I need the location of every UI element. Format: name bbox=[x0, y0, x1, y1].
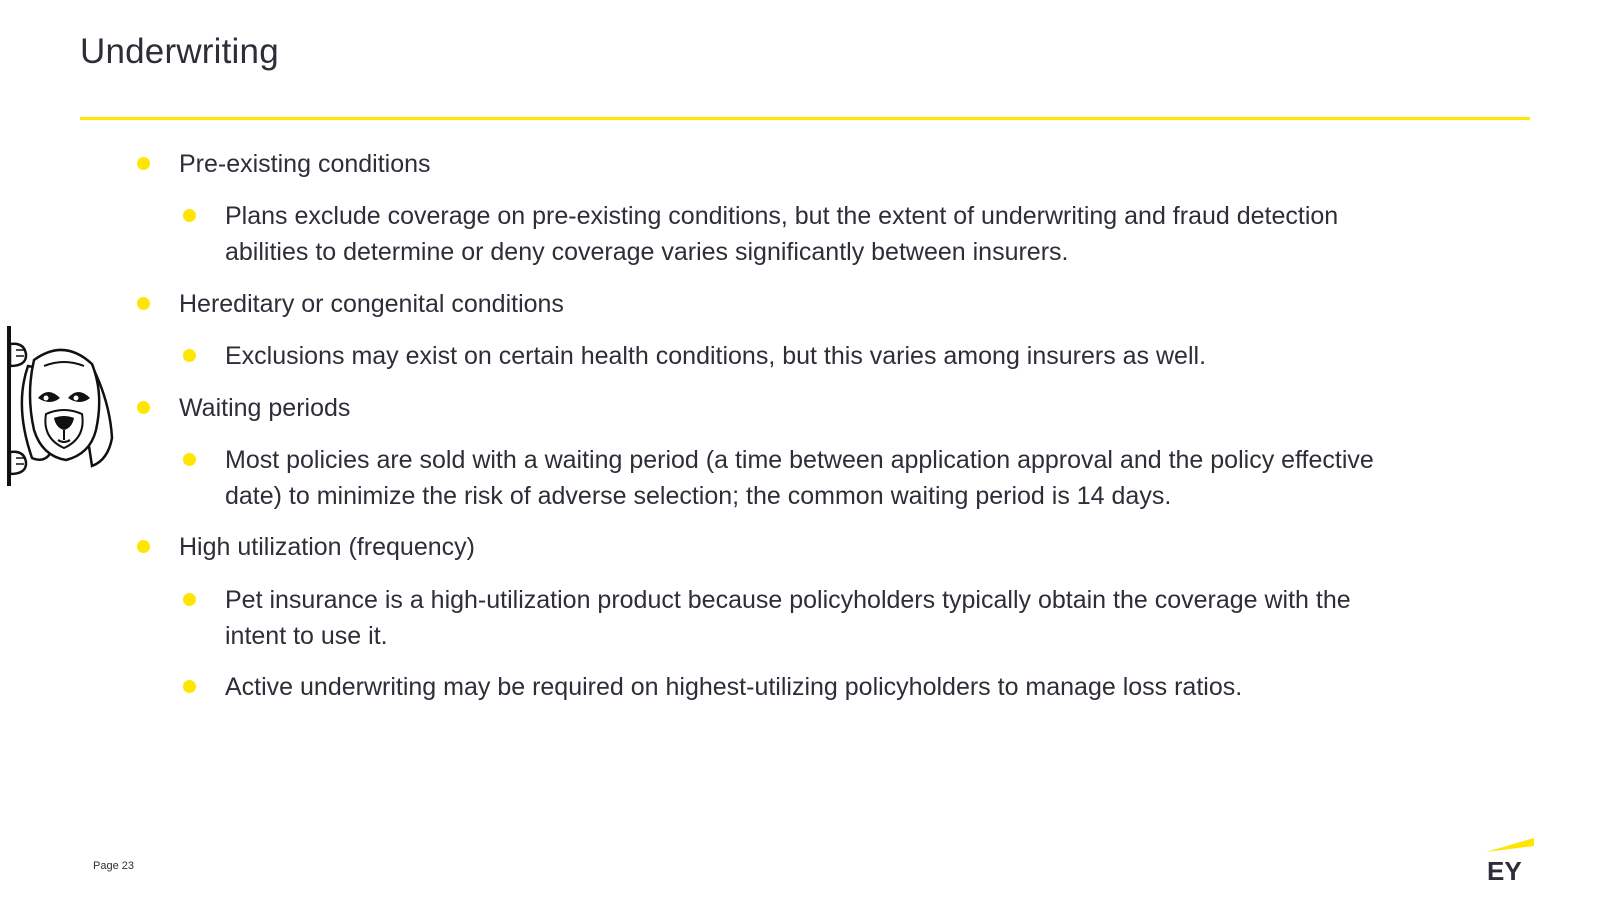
bullet-dot bbox=[137, 157, 150, 170]
bullet-text: Exclusions may exist on certain health conditions, but this varies among insurers as well. bbox=[225, 342, 1207, 370]
list-item bbox=[225, 198, 1338, 270]
bullet-text: Most policies are sold with a waiting period (a time between application approval and the policy effective bbox=[225, 446, 1374, 474]
list-item bbox=[179, 390, 350, 426]
bullet-dot bbox=[137, 297, 150, 310]
bullet-text: Hereditary or congenital conditions bbox=[179, 290, 564, 318]
bullet-dot bbox=[137, 401, 150, 414]
bullet-text: Waiting periods bbox=[179, 394, 351, 422]
list-item bbox=[179, 529, 475, 565]
bullet-text: date) to minimize the risk of adverse selection; the common waiting period is 14 days. bbox=[225, 482, 1172, 510]
bullet-text: intent to use it. bbox=[225, 622, 388, 650]
list-item bbox=[225, 582, 1351, 654]
bullet-dot bbox=[183, 209, 196, 222]
bullet-text: Plans exclude coverage on pre-existing conditions, but the extent of underwriting and fraud detection bbox=[225, 202, 1339, 230]
slide-title: Underwriting bbox=[80, 32, 279, 71]
page-number: Page 23 bbox=[93, 860, 134, 872]
ey-logo bbox=[1486, 836, 1534, 884]
bullet-text: Pre-existing conditions bbox=[179, 150, 431, 178]
bullet-text: abilities to determine or deny coverage varies significantly between insurers. bbox=[225, 238, 1069, 266]
list-item bbox=[225, 442, 1374, 514]
list-item bbox=[225, 338, 1206, 374]
logo-text: EY bbox=[1487, 856, 1522, 884]
list-item bbox=[179, 286, 564, 322]
bullet-dot bbox=[183, 453, 196, 466]
bullet-dot bbox=[183, 593, 196, 606]
list-item bbox=[225, 669, 1242, 705]
bullet-text: High utilization (frequency) bbox=[179, 533, 475, 561]
list-item bbox=[179, 146, 431, 182]
bullet-dot bbox=[137, 540, 150, 553]
bullet-text: Pet insurance is a high-utilization product because policyholders typically obtain the coverage with the bbox=[225, 586, 1351, 614]
bullet-dot bbox=[183, 349, 196, 362]
bullet-dot bbox=[183, 680, 196, 693]
bullet-text: Active underwriting may be required on highest-utilizing policyholders to manage loss ratios. bbox=[225, 673, 1243, 701]
